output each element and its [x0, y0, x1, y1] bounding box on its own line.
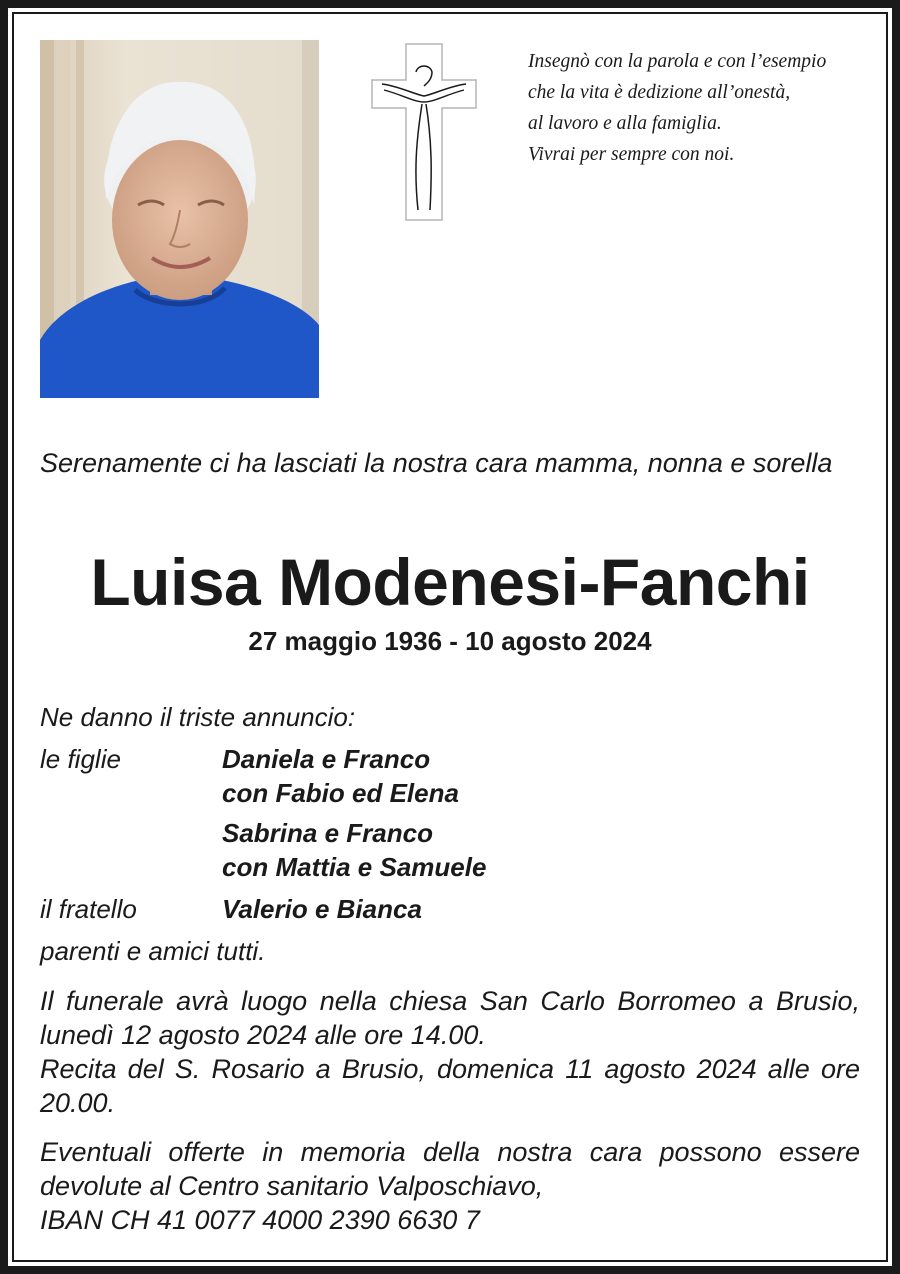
verse-line: Vivrai per sempre con noi. [528, 144, 735, 165]
verse-line: Insegnò con la parola e con l’esempio [528, 51, 827, 72]
rosary-info: Recita del S. Rosario a Brusio, domenica 11 agosto 2024 alle ore 20.00. [40, 1054, 860, 1118]
intro-text: Serenamente ci ha lasciati la nostra cara mamma, nonna e sorella [40, 448, 833, 478]
portrait-photo [40, 40, 319, 398]
daughter-family-1 [222, 742, 459, 810]
donation-text: Eventuali offerte in memoria della nostra cara possono essere devolute al Centro sanitario Valposchiavo, [40, 1137, 860, 1201]
relative-name: Sabrina e Franco [222, 818, 433, 848]
daughter-family-2 [222, 816, 486, 884]
verse-line: al lavoro e alla famiglia. [528, 113, 722, 134]
verse-line: che la vita è dedizione all’onestà, [528, 82, 791, 103]
life-dates: 27 maggio 1936 - 10 agosto 2024 [248, 626, 652, 656]
daughters-label: le figlie [40, 744, 121, 774]
funeral-info: Il funerale avrà luogo nella chiesa San Carlo Borromeo a Brusio, lunedì 12 agosto 2024 alle ore 14.00. [40, 986, 860, 1050]
deceased-name: Luisa Modenesi-Fanchi [90, 545, 810, 619]
announcement-heading: Ne danno il triste annuncio: [40, 702, 356, 732]
relative-name: con Mattia e Samuele [222, 852, 487, 882]
relative-name: Daniela e Franco [222, 744, 431, 774]
iban: IBAN CH 41 0077 4000 2390 6630 7 [40, 1205, 480, 1235]
others-text: parenti e amici tutti. [40, 936, 266, 966]
verse [528, 46, 873, 170]
crucifix-icon [368, 42, 480, 222]
brother-label: il fratello [40, 894, 137, 924]
brother-name: Valerio e Bianca [222, 894, 422, 924]
relative-name: con Fabio ed Elena [222, 778, 459, 808]
